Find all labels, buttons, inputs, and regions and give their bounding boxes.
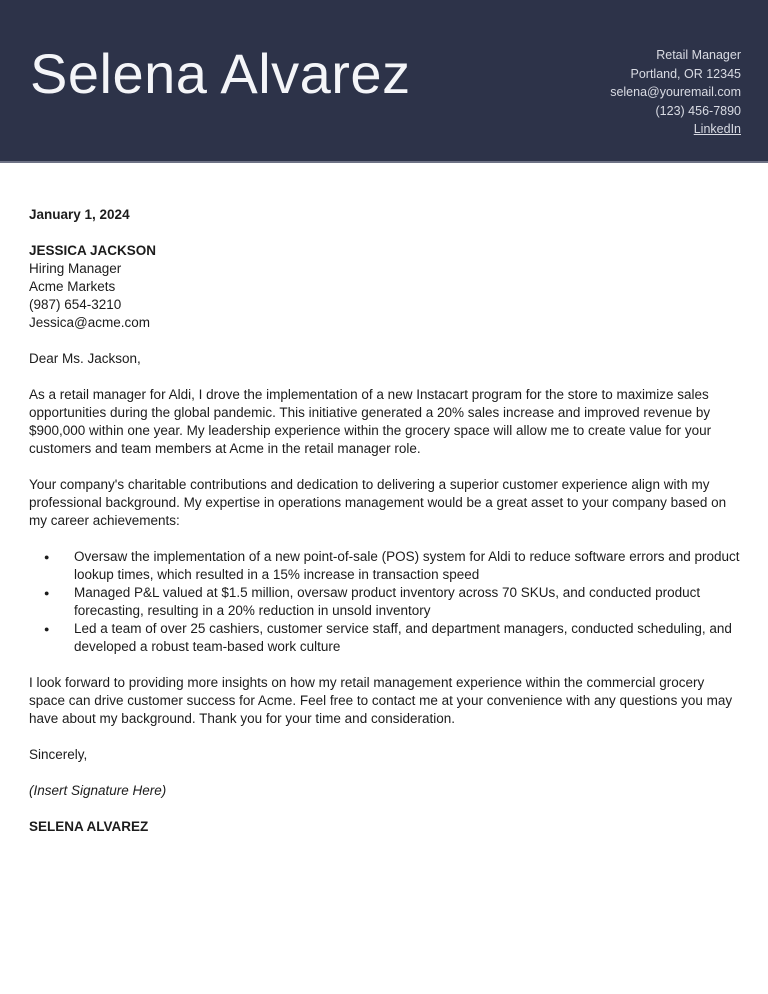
paragraph-closing: I look forward to providing more insights on how my retail management experience within the commercial grocery space can drive customer success for Acme. Feel free to contact me at your convenience with any questions you may have about my background. Thank you for your time and consideration. — [29, 675, 733, 726]
paragraph-alignment: Your company's charitable contributions and dedication to delivering a superior customer experience align with my professional background. My expertise in operations management would be a great asset to your company based on my career achievements: — [29, 477, 727, 528]
recipient-title: Hiring Manager — [29, 261, 122, 276]
linkedin-link[interactable]: LinkedIn — [693, 122, 741, 136]
achievements-list — [29, 548, 740, 656]
salutation: Dear Ms. Jackson, — [29, 351, 141, 366]
achievement-item: ● Managed P&L valued at $1.5 million, oversaw product inventory across 70 SKUs, and conducted product forecasting, resulting in a 20% reduction in unsold inventory — [74, 584, 740, 620]
contact-email: selena@youremail.com — [610, 85, 741, 99]
recipient-email: Jessica@acme.com — [29, 315, 150, 330]
contact-location: Portland, OR 12345 — [630, 66, 741, 81]
contact-phone: (123) 456-7890 — [655, 103, 741, 118]
paragraph-intro: As a retail manager for Aldi, I drove the implementation of a new Instacart program for the store to maximize sales opportunities during the global pandemic. This initiative generated a 20% sales increase and improved revenue by $900,000 within one year. My leadership experience within the grocery space will allow me to create value for your customers and team members at Acme in the retail manager role. — [29, 387, 712, 456]
contact-block — [610, 46, 741, 161]
letter-date: January 1, 2024 — [29, 207, 130, 222]
letter-body — [0, 163, 768, 836]
letter-header — [0, 0, 768, 163]
recipient-block — [29, 242, 740, 332]
achievement-item: ● Led a team of over 25 cashiers, customer service staff, and department managers, conducted scheduling, and developed a robust team-based work culture — [74, 620, 740, 656]
recipient-name: JESSICA JACKSON — [29, 243, 157, 258]
signature-name: SELENA ALVAREZ — [29, 819, 149, 834]
recipient-phone: (987) 654-3210 — [29, 297, 122, 312]
recipient-company: Acme Markets — [29, 279, 116, 294]
contact-job-title: Retail Manager — [656, 48, 741, 62]
applicant-name: Selena Alvarez — [30, 42, 411, 105]
achievement-item: ● Oversaw the implementation of a new point-of-sale (POS) system for Aldi to reduce software errors and product lookup times, which resulted in a 15% increase in transaction speed — [74, 548, 740, 584]
signature-placeholder: (Insert Signature Here) — [29, 783, 167, 798]
sign-off: Sincerely, — [29, 747, 88, 762]
